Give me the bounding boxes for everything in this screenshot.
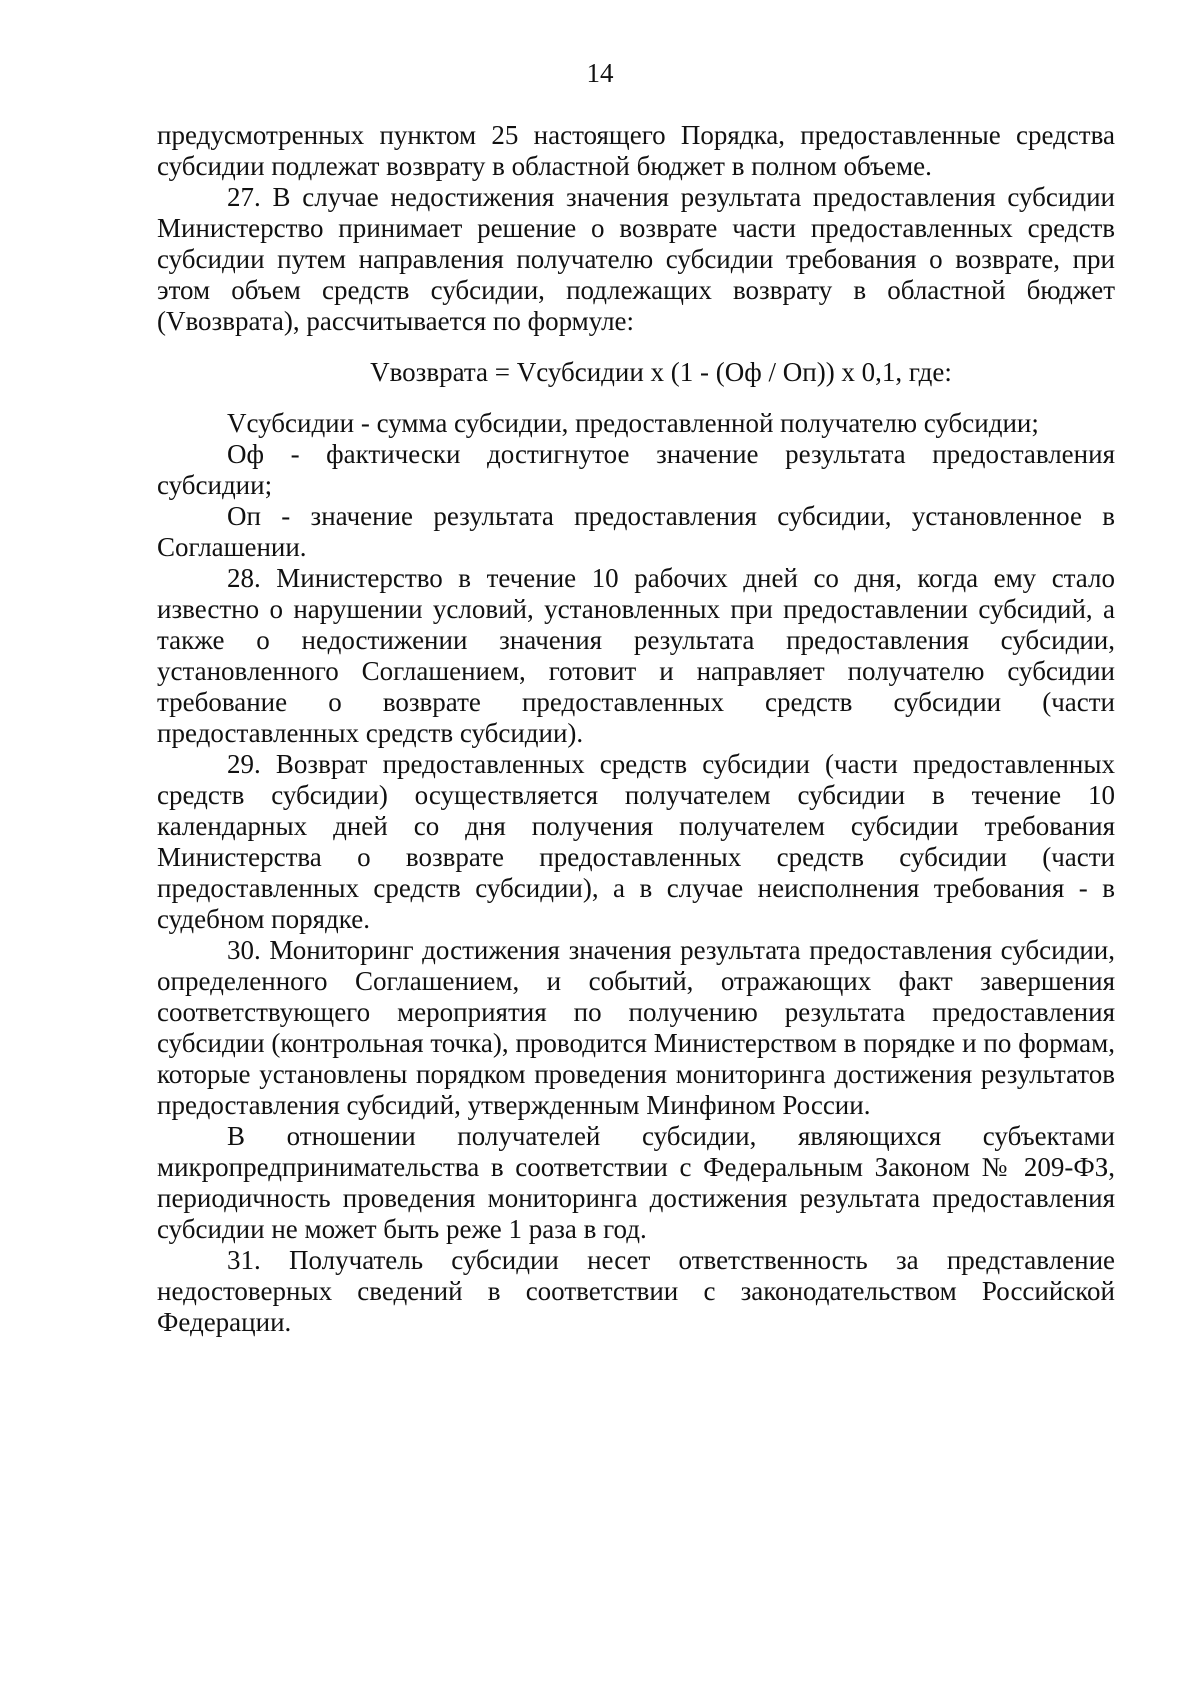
formula: Vвозврата = Vсубсидии x (1 - (Оф / Оп)) x 0,1, где: [370, 357, 952, 387]
page-number: 14 [586, 58, 614, 88]
paragraph-30-continuation: В отношении получателей субсидии, являющихся субъектами микропредпринимательства в соответствии с Федеральным Законом № 209-ФЗ, периодичность проведения мониторинга достижения результата предоставления субсидии не может быть реже 1 раза в год. [157, 1121, 1115, 1244]
paragraph-28: 28. Министерство в течение 10 рабочих дней со дня, когда ему стало известно о нарушении условий, установленных при предоставлении субсидий, а также о недостижении значения результата предоставления субсидии, установленного Соглашением, готовит и направляет получателю субсидии требование о возврате предоставленных средств субсидии (части предоставленных средств субсидии). [157, 563, 1115, 748]
paragraph-30: 30. Мониторинг достижения значения результата предоставления субсидии, определенного Соглашением, и событий, отражающих факт завершения соответствующего мероприятия по получению результата предоставления субсидии (контрольная точка), проводится Министерством в порядке и по формам, которые установлены порядком проведения мониторинга достижения результатов предоставления субсидий, утвержденным Минфином России. [157, 935, 1115, 1120]
definition-vsubsidii: Vсубсидии - сумма субсидии, предоставленной получателю субсидии; [227, 408, 1039, 438]
document-body [157, 120, 1115, 1338]
paragraph-27: 27. В случае недостижения значения результата предоставления субсидии Министерство принимает решение о возврате части предоставленных средств субсидии путем направления получателю субсидии требования о возврате, при этом объем средств субсидии, подлежащих возврату в областной бюджет (Vвозврата), рассчитывается по формуле: [157, 182, 1115, 336]
definition-op: Оп - значение результата предоставления субсидии, установленное в Соглашении. [157, 501, 1115, 562]
paragraph-continuation: предусмотренных пунктом 25 настоящего Порядка, предоставленные средства субсидии подлежат возврату в областной бюджет в полном объеме. [157, 120, 1115, 181]
paragraph-29: 29. Возврат предоставленных средств субсидии (части предоставленных средств субсидии) осуществляется получателем субсидии в течение 10 календарных дней со дня получения получателем субсидии требования Министерства о возврате предоставленных средств субсидии (части предоставленных средств субсидии), а в случае неисполнения требования - в судебном порядке. [157, 749, 1115, 934]
paragraph-31: 31. Получатель субсидии несет ответственность за представление недостоверных сведений в соответствии с законодательством Российской Федерации. [157, 1245, 1115, 1337]
definition-of: Оф - фактически достигнутое значение результата предоставления субсидии; [157, 439, 1115, 500]
